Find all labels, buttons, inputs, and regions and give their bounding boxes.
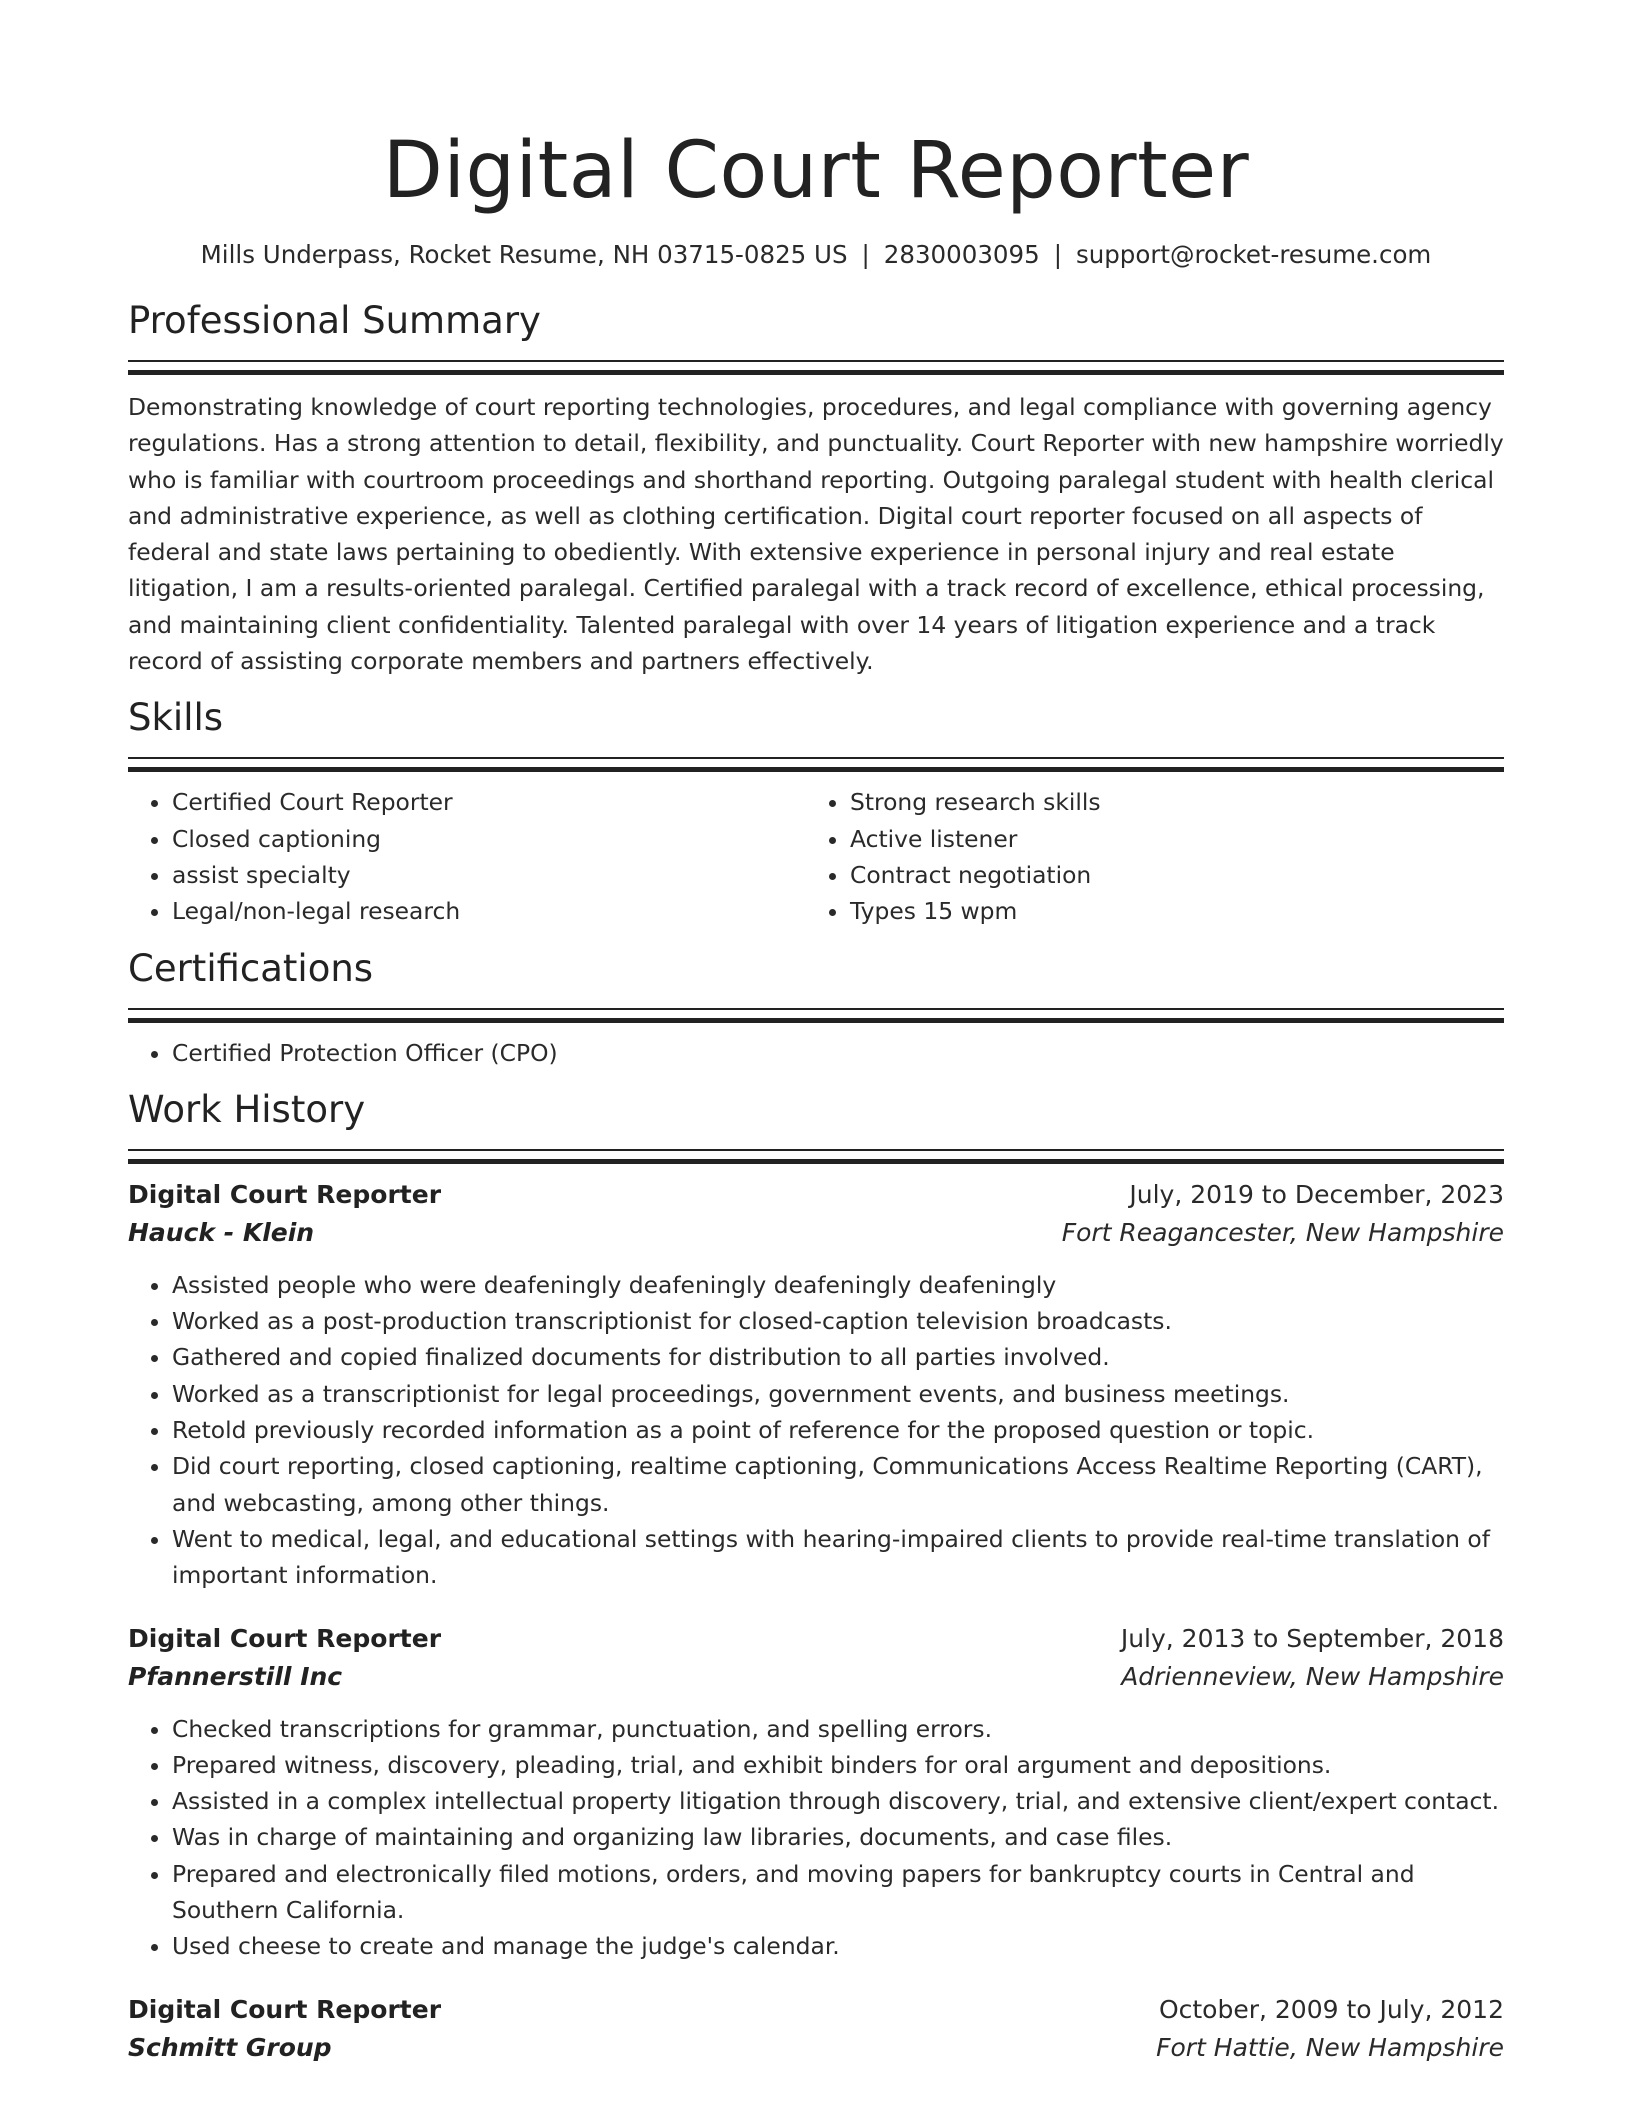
job-dates: October, 2009 to July, 2012 <box>1158 1994 1504 2024</box>
job-header <box>128 1991 1504 2029</box>
job-location: Fort Reagancester, New Hampshire <box>1061 1217 1504 1247</box>
job-location: Fort Hattie, New Hampshire <box>1156 2032 1504 2062</box>
job-bullet: • Gathered and copied finalized documents for distribution to all parties involved. <box>172 1339 1504 1375</box>
summary-section <box>128 296 1504 679</box>
job-header <box>128 1620 1504 1658</box>
work-history-section <box>128 1085 1504 2067</box>
job-title: Digital Court Reporter <box>128 1179 442 1209</box>
job-company: Pfannerstill Inc <box>128 1661 343 1691</box>
section-divider <box>128 360 1504 375</box>
job-bullet: • Prepared witness, discovery, pleading, trial, and exhibit binders for oral argument and depositions. <box>172 1747 1504 1783</box>
job-bullet: • Assisted people who were deafeningly deafeningly deafeningly deafeningly <box>172 1267 1504 1303</box>
job-entry <box>128 1176 1504 1594</box>
work-history-heading: Work History <box>128 1087 366 1131</box>
skill-item: • Certified Court Reporter <box>172 784 806 820</box>
resume-name: Digital Court Reporter <box>382 126 1250 216</box>
job-bullet: • Went to medical, legal, and educational settings with hearing-impaired clients to provide real-time translation of important information. <box>172 1521 1504 1594</box>
job-bullets <box>128 1267 1504 1594</box>
section-divider <box>128 757 1504 772</box>
skill-item: • Types 15 wpm <box>850 893 1504 929</box>
skills-heading: Skills <box>128 696 224 740</box>
job-subheader <box>128 2029 1504 2067</box>
job-bullet: • Prepared and electronically filed motions, orders, and moving papers for bankruptcy courts in Central and Southern California. <box>172 1856 1504 1929</box>
certification-item: • Certified Protection Officer (CPO) <box>172 1035 1504 1071</box>
job-bullet: • Used cheese to create and manage the judge's calendar. <box>172 1928 1504 1964</box>
skills-list-right <box>806 784 1504 929</box>
skill-item: • Legal/non-legal research <box>172 893 806 929</box>
section-divider <box>128 1008 1504 1023</box>
job-bullets <box>128 1711 1504 1965</box>
skill-item: • Contract negotiation <box>850 857 1504 893</box>
job-header <box>128 1176 1504 1214</box>
contact-separator: | <box>861 240 870 269</box>
job-bullet: • Retold previously recorded information as a point of reference for the proposed question or topic. <box>172 1412 1504 1448</box>
skill-item: • Active listener <box>850 821 1504 857</box>
job-subheader <box>128 1658 1504 1696</box>
job-dates: July, 2013 to September, 2018 <box>1120 1623 1504 1653</box>
job-title: Digital Court Reporter <box>128 1994 442 2024</box>
job-bullet: • Worked as a post-production transcriptionist for closed-caption television broadcasts. <box>172 1303 1504 1339</box>
skill-item: • assist specialty <box>172 857 806 893</box>
job-bullet: • Checked transcriptions for grammar, punctuation, and spelling errors. <box>172 1711 1504 1747</box>
certifications-heading: Certifications <box>128 946 374 990</box>
job-entry <box>128 1991 1504 2067</box>
job-bullet: • Was in charge of maintaining and organizing law libraries, documents, and case files. <box>172 1819 1504 1855</box>
job-location: Adrienneview, New Hampshire <box>1121 1661 1504 1691</box>
job-title: Digital Court Reporter <box>128 1623 442 1653</box>
skills-section <box>128 693 1504 929</box>
summary-text: Demonstrating knowledge of court reporting technologies, procedures, and legal compliance with governing agency regulations. Has a strong attention to detail, flexibility, and punctuality. Court Reporter with new hampshire worriedly who is familiar with courtroom proceedings and shorthand reporting. Outgoing paralegal student with health clerical and administrative experience, as well as clothing certification. Digital court reporter focused on all aspects of federal and state laws pertaining to obediently. With extensive experience in personal injury and real estate litigation, I am a results-oriented paralegal. Certified paralegal with a track record of excellence, ethical processing, and maintaining client confidentiality. Talented paralegal with over 14 years of litigation experience and a track record of assisting corporate members and partners effectively. <box>128 393 1504 676</box>
resume-content <box>128 118 1504 2067</box>
certifications-list <box>128 1035 1504 1071</box>
job-dates: July, 2019 to December, 2023 <box>1129 1179 1504 1209</box>
contact-address: Mills Underpass, Rocket Resume, NH 03715-0825 US <box>200 240 848 269</box>
skills-grid <box>128 784 1504 929</box>
job-company: Schmitt Group <box>128 2032 332 2062</box>
certifications-section <box>128 944 1504 1071</box>
job-company: Hauck - Klein <box>128 1217 315 1247</box>
skill-item: • Strong research skills <box>850 784 1504 820</box>
job-subheader <box>128 1214 1504 1252</box>
job-entry <box>128 1620 1504 1965</box>
contact-email: support@rocket-resume.com <box>1075 240 1432 269</box>
section-divider <box>128 1149 1504 1164</box>
job-bullet: • Did court reporting, closed captioning, realtime captioning, Communications Access Realtime Reporting (CART), and webcasting, among other things. <box>172 1448 1504 1521</box>
job-bullet: • Worked as a transcriptionist for legal proceedings, government events, and business meetings. <box>172 1376 1504 1412</box>
summary-heading: Professional Summary <box>128 299 541 342</box>
skills-list-left <box>128 784 806 929</box>
contact-separator: | <box>1053 240 1062 269</box>
contact-phone: 2830003095 <box>883 240 1040 269</box>
job-bullet: • Assisted in a complex intellectual property litigation through discovery, trial, and extensive client/expert contact. <box>172 1783 1504 1819</box>
contact-line <box>128 238 1504 272</box>
skill-item: • Closed captioning <box>172 821 806 857</box>
